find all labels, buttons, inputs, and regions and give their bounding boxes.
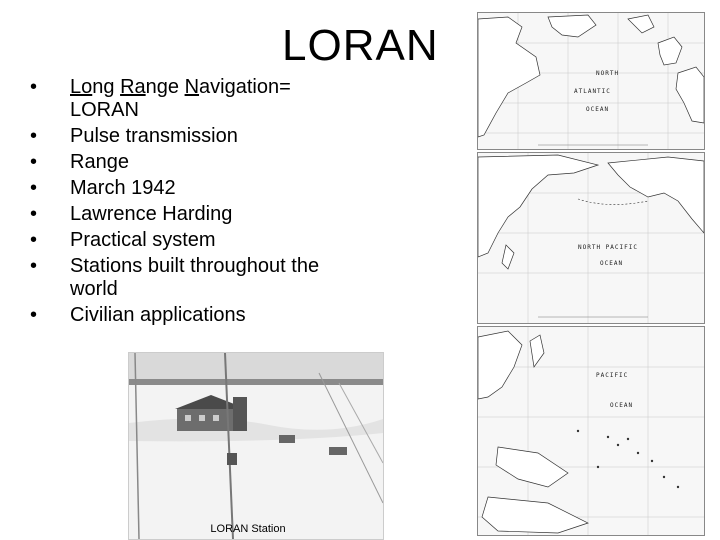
bullet-icon: • [30,76,38,98]
map1-label-ocean: OCEAN [586,106,610,113]
bullet-item [30,125,360,148]
map1-label-atlantic: ATLANTIC [574,88,611,95]
underline-lo: Lo [70,76,93,98]
map3-label-ocean: OCEAN [610,402,634,409]
bullet-item [30,304,360,327]
map3-label-pacific: PACIFIC [596,372,629,379]
bullet-text: Civilian applications [70,304,246,326]
bullet-text: Stations built throughout the world [70,255,320,300]
underline-ra: Ra [120,76,146,98]
underline-n: N [184,76,200,98]
bullet-item [30,255,360,301]
bullet-icon: • [30,229,38,251]
bullet-text: March 1942 [70,177,176,199]
bullet-text-part: avigation= LORAN [70,76,291,121]
pacific-map-drawing [478,327,704,535]
north-atlantic-map [477,12,705,150]
north-atlantic-map-drawing [478,13,704,149]
loran-station-photo [128,352,384,540]
map1-label-north: NORTH [596,70,620,77]
bullet-item [30,229,360,252]
map2-label-north-pacific: NORTH PACIFIC [578,244,638,251]
bullet-icon: • [30,255,38,277]
bullet-item [30,76,360,122]
north-pacific-map [477,152,705,324]
north-pacific-map-drawing [478,153,704,323]
bullet-text: Pulse transmission [70,125,238,147]
slide-title: LORAN [282,21,439,70]
map2-label-ocean: OCEAN [600,260,624,267]
bullet-text-part: ng [92,76,121,98]
bullet-item [30,177,360,200]
bullet-item [30,151,360,174]
loran-station-photo-drawing [129,353,383,539]
bullet-list [30,76,360,330]
bullet-text-part: nge [145,76,185,98]
bullet-icon: • [30,151,38,173]
bullet-text: Range [70,151,129,173]
bullet-text: Practical system [70,229,216,251]
bullet-item [30,203,360,226]
pacific-map [477,326,705,536]
bullet-icon: • [30,304,38,326]
bullet-icon: • [30,203,38,225]
bullet-text: Lawrence Harding [70,203,233,225]
bullet-icon: • [30,125,38,147]
bullet-icon: • [30,177,38,199]
photo-caption: LORAN Station [210,523,286,535]
